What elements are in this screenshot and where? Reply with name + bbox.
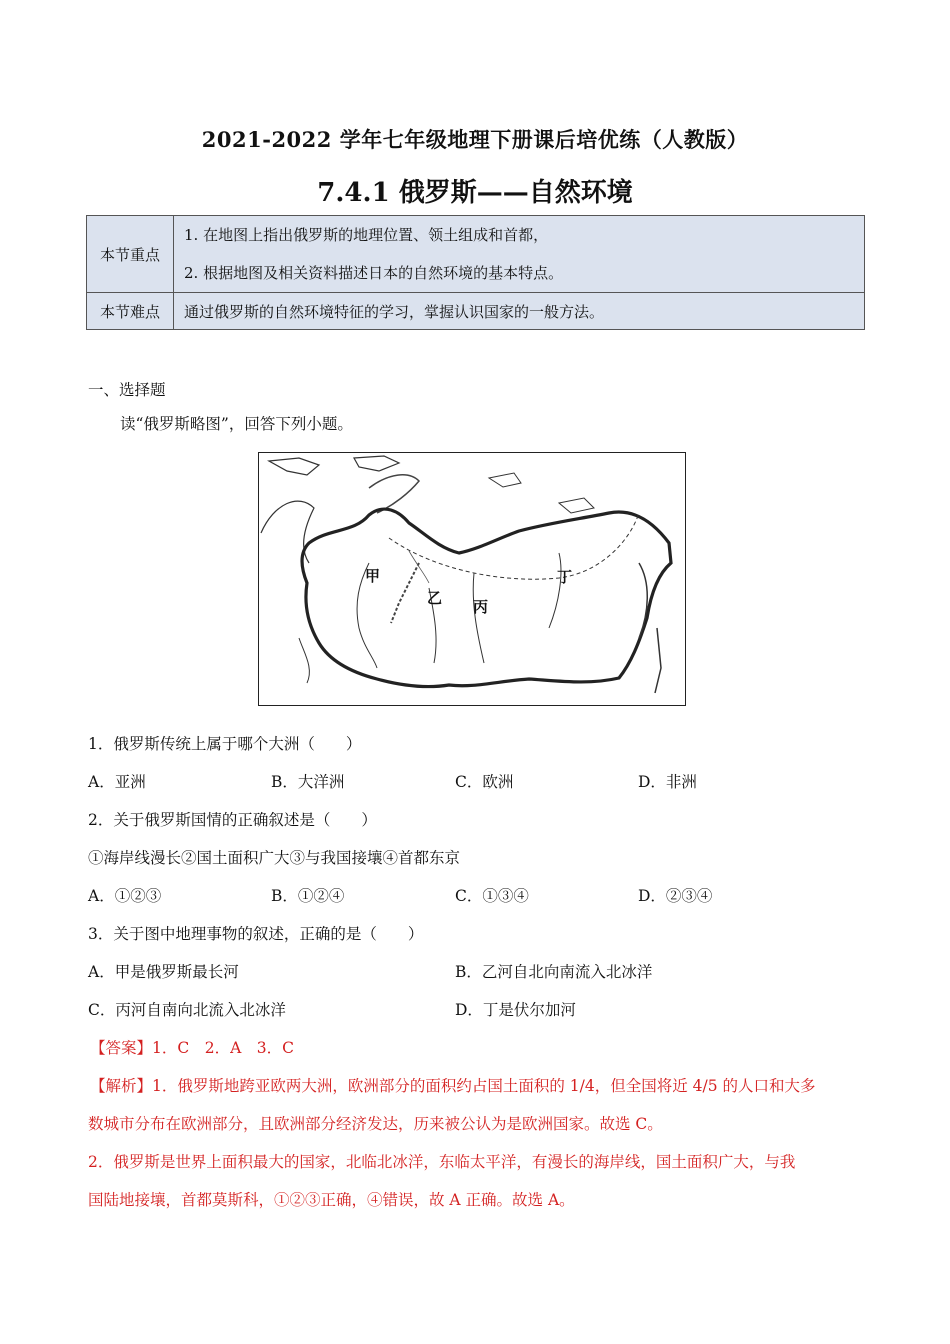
map-label-ding: 丁 <box>557 568 573 586</box>
section-intro: 读“俄罗斯略图”，回答下列小题。 <box>120 415 353 433</box>
focus-item-2: 2. 根据地图及相关资料描述日本的自然环境的基本特点。 <box>184 264 564 282</box>
q2-option-b: B．①②④ <box>271 887 345 905</box>
question-1-stem: 1．俄罗斯传统上属于哪个大洲（ ） <box>88 735 362 753</box>
doc-title: 2021-2022 学年七年级地理下册课后培优练（人教版） <box>201 127 749 152</box>
q2-option-d: D．②③④ <box>638 887 713 905</box>
map-label-bing: 丙 <box>473 598 489 616</box>
q2-option-a: A．①②③ <box>88 887 162 905</box>
question-3-stem: 3．关于图中地理事物的叙述，正确的是（ ） <box>88 925 424 943</box>
analysis-line-2: 数城市分布在欧洲部分，且欧洲部分经济发达，历来被公认为是欧洲国家。故选 C。 <box>88 1115 663 1133</box>
analysis-line-4: 国陆地接壤，首都莫斯科，①②③正确，④错误，故 A 正确。故选 A。 <box>88 1191 575 1209</box>
question-2-statements: ①海岸线漫长②国土面积广大③与我国接壤④首都东京 <box>88 849 461 867</box>
difficulty-content: 通过俄罗斯的自然环境特征的学习，掌握认识国家的一般方法。 <box>174 293 865 330</box>
focus-label: 本节重点 <box>87 216 174 293</box>
section-heading: 一、选择题 <box>88 381 166 399</box>
russia-map-drawing <box>259 453 684 704</box>
lesson-title: 7.4.1 俄罗斯——自然环境 <box>317 178 633 208</box>
map-label-jia: 甲 <box>365 567 381 585</box>
q1-option-c: C．欧洲 <box>455 773 514 791</box>
focus-item-1: 1. 在地图上指出俄罗斯的地理位置、领土组成和首都， <box>184 226 549 244</box>
q2-option-c: C．①③④ <box>455 887 529 905</box>
q1-option-a: A．亚洲 <box>88 773 146 791</box>
q3-option-a: A．甲是俄罗斯最长河 <box>88 963 239 981</box>
q1-option-d: D．非洲 <box>638 773 697 791</box>
difficulty-label: 本节难点 <box>87 293 174 330</box>
answer-key: 【答案】1．C 2．A 3．C <box>90 1039 294 1057</box>
q3-option-d: D．丁是伏尔加河 <box>455 1001 576 1019</box>
question-2-stem: 2．关于俄罗斯国情的正确叙述是（ ） <box>88 811 377 829</box>
q3-option-c: C．丙河自南向北流入北冰洋 <box>88 1001 286 1019</box>
russia-map <box>258 452 686 706</box>
key-points-table <box>86 215 865 330</box>
focus-content <box>174 216 865 293</box>
analysis-line-3: 2．俄罗斯是世界上面积最大的国家，北临北冰洋，东临太平洋，有漫长的海岸线，国土面积广大，与我 <box>88 1153 796 1171</box>
q3-option-b: B．乙河自北向南流入北冰洋 <box>455 963 653 981</box>
q1-option-b: B．大洋洲 <box>271 773 345 791</box>
analysis-line-1: 【解析】1．俄罗斯地跨亚欧两大洲，欧洲部分的面积约占国土面积的 1/4，但全国将近 4/5 的人口和大多 <box>90 1077 816 1095</box>
map-label-yi: 乙 <box>427 589 443 607</box>
